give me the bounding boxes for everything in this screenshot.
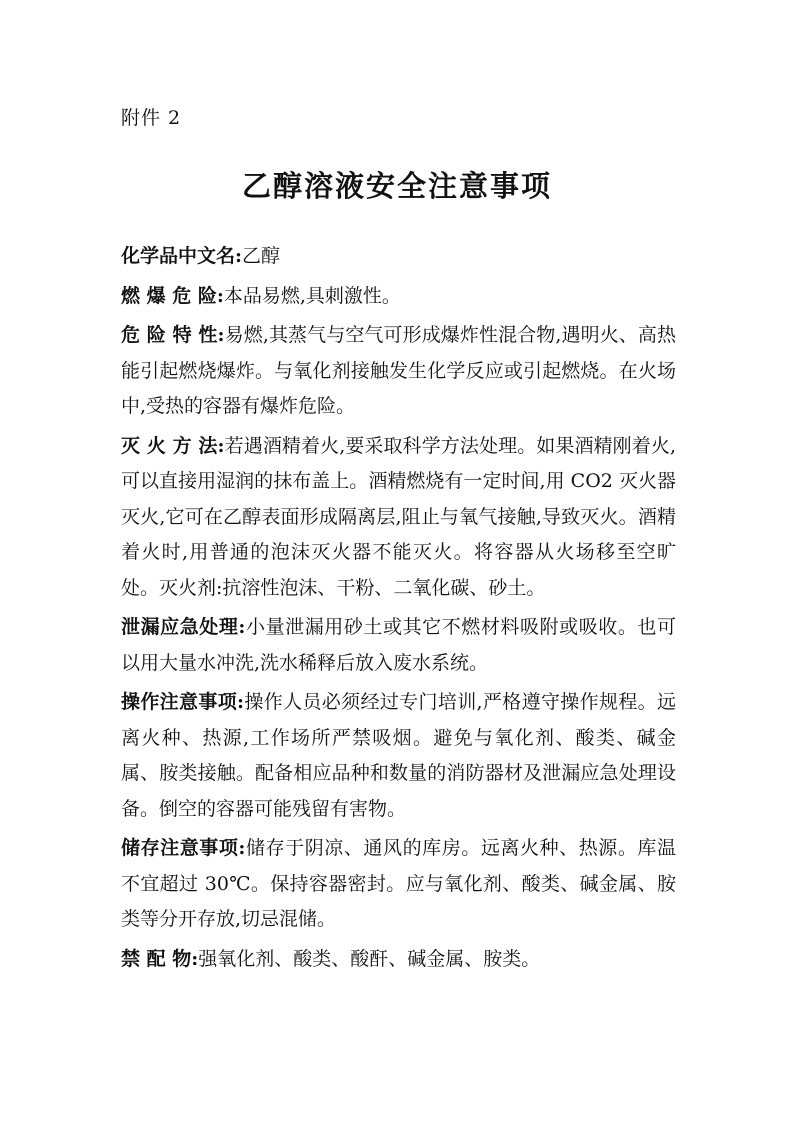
section-label: 储存注意事项: bbox=[121, 837, 246, 859]
section-text: 若遇酒精着火,要采取科学方法处理。如果酒精刚着火,可以直接用湿润的抹布盖上。酒精燃烧有一定时间,用 CO2 灭火器灭火,它可在乙醇表面形成隔离层,阻止与氧气接触,导致灭火。酒精着火时,用普通的泡沫灭火器不能灭火。将容器从火场移至空旷处。灭火剂:抗溶性泡沫、干粉、二氧化碳、砂土。 bbox=[121, 434, 676, 599]
section-text: 乙醇 bbox=[242, 245, 281, 267]
section-fire-fighting bbox=[121, 429, 676, 607]
document-title: 乙醇溶液安全注意事项 bbox=[241, 169, 552, 203]
section-text: 储存于阴凉、通风的库房。远离火种、热源。库温不宜超过 30℃。保持容器密封。应与氧化剂、酸类、碱金属、胺类等分开存放,切忌混储。 bbox=[121, 837, 676, 930]
section-text: 强氧化剂、酸类、酸酐、碱金属、胺类。 bbox=[198, 947, 541, 970]
section-leak-response bbox=[121, 610, 676, 681]
section-text: 易燃,其蒸气与空气可形成爆炸性混合物,遇明火、高热能引起燃烧爆炸。与氧化剂接触发生化学反应或引起燃烧。在火场中,受热的容器有爆炸危险。 bbox=[121, 324, 676, 417]
section-label: 灭 火 方 法: bbox=[121, 434, 225, 457]
section-label: 化学品中文名: bbox=[121, 245, 243, 267]
section-label: 禁 配 物: bbox=[121, 947, 199, 970]
section-storage bbox=[121, 831, 676, 938]
section-fire-explosion-hazard bbox=[121, 279, 676, 315]
section-handling bbox=[121, 685, 676, 827]
section-label: 危 险 特 性: bbox=[121, 324, 225, 346]
section-incompatibles bbox=[121, 942, 676, 978]
section-label: 燃 爆 危 险: bbox=[121, 284, 224, 307]
section-chinese-name bbox=[121, 239, 676, 275]
section-label: 泄漏应急处理: bbox=[121, 616, 246, 638]
section-text: 操作人员必须经过专门培训,严格遵守操作规程。远离火种、热源,工作场所严禁吸烟。避免与氧化剂、酸类、碱金属、胺类接触。配备相应品种和数量的消防器材及泄漏应急处理设备。倒空的容器可能残留有害物。 bbox=[121, 691, 677, 820]
document-body bbox=[121, 239, 676, 981]
section-label: 操作注意事项: bbox=[121, 691, 245, 713]
section-text: 本品易燃,具刺激性。 bbox=[223, 284, 401, 307]
section-text: 小量泄漏用砂土或其它不燃材料吸附或吸收。也可以用大量水冲洗,洗水稀释后放入废水系统。 bbox=[121, 616, 676, 674]
section-hazard-properties bbox=[121, 318, 676, 425]
attachment-label: 附件 2 bbox=[121, 107, 182, 129]
